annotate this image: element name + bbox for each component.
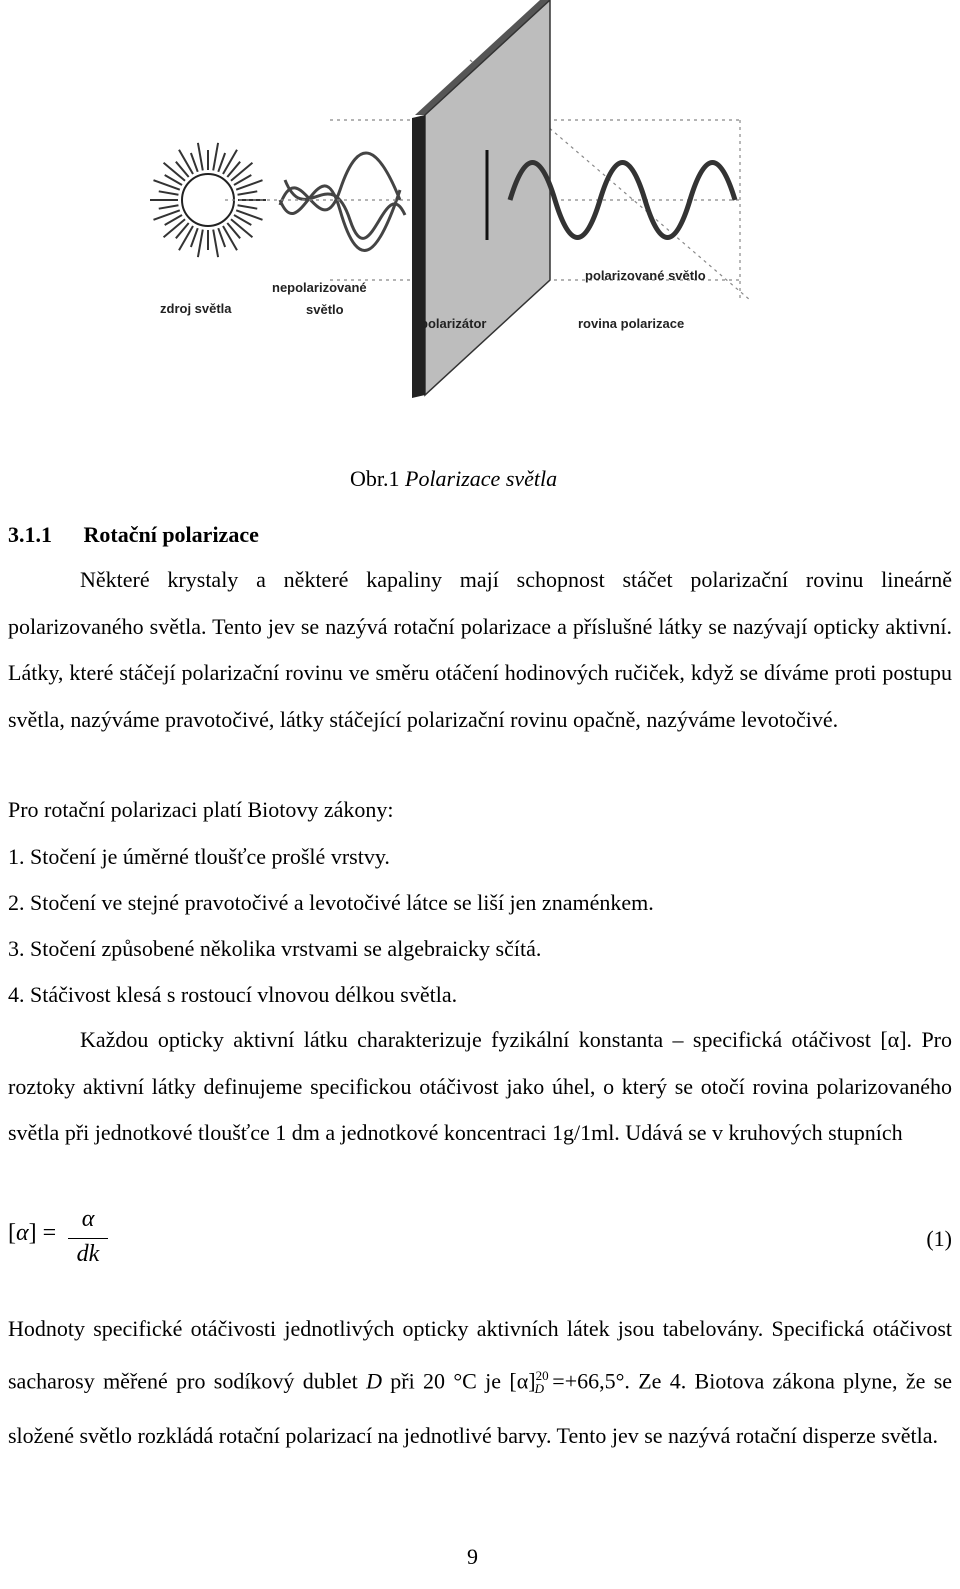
sun-ray: [159, 205, 179, 208]
caption-title: Polarizace světla: [405, 466, 558, 491]
formula-numerator: α: [81, 1206, 95, 1232]
formula-1: [8, 1206, 952, 1276]
label-polarizer: polarizátor: [420, 316, 487, 331]
sun-ray: [191, 153, 198, 172]
formula-denominator: dk: [76, 1241, 100, 1267]
sun-ray: [238, 191, 258, 194]
sun-ray: [159, 191, 179, 194]
label-polarized: polarizované světlo: [585, 268, 706, 283]
label-unpolarized-2: světlo: [306, 302, 344, 317]
sun-ray: [231, 163, 252, 181]
sun-ray: [198, 230, 203, 258]
section-title: Rotační polarizace: [83, 522, 259, 547]
sun-ray: [218, 228, 225, 247]
unpolarized-waves: [280, 153, 405, 250]
sun-ray: [198, 143, 203, 171]
sun-ray: [164, 163, 185, 181]
biot-law-1: 1. Stočení je úměrné tloušťce prošlé vrstvy.: [8, 844, 390, 869]
equation-number: (1): [926, 1226, 952, 1251]
formula-fraction: [68, 1206, 108, 1268]
polarization-diagram: [130, 0, 770, 405]
biot-law-3: 3. Stočení způsobené několika vrstvami se algebraicky sčítá.: [8, 936, 542, 961]
figure-caption: [350, 466, 557, 492]
label-plane: rovina polarizace: [578, 316, 685, 331]
section-number: 3.1.1: [8, 522, 52, 547]
sun-ray: [213, 230, 218, 258]
polarizer-plate: [412, 0, 550, 398]
label-source: zdroj světla: [160, 301, 232, 316]
sun-ray: [213, 143, 218, 171]
biot-law-4: 4. Stáčivost klesá s rostoucí vlnovou délkou světla.: [8, 982, 458, 1007]
biot-law-2: 2. Stočení ve stejné pravotočivé a levotočivé látce se liší jen znaménkem.: [8, 890, 654, 915]
caption-prefix: Obr.1: [350, 466, 400, 491]
label-unpolarized-1: nepolarizované: [272, 280, 367, 295]
sun-ray: [218, 153, 225, 172]
sun-ray: [164, 219, 185, 237]
sun-ray: [238, 205, 258, 208]
paragraph-3: Hodnoty specifické otáčivosti jednotlivých opticky aktivních látek jsou tabelovány. Specifická otáčivost sacharosy měřené pro sodíkový dublet D při 20 °C je $[\alpha]^{20}_D =+66,5^\circ$. Ze 4. Biotova zákona plyne, že se složené světlo rozkládá rotační polarizací na jednotlivé barvy. Tento jev se nazývá rotační disperze světla.: [8, 1316, 953, 1448]
paragraph-2: Každou opticky aktivní látku charakterizuje fyzikální konstanta – specifická otáčivost [α]. Pro roztoky aktivní látky definujeme specifickou otáčivost jako úhel, o který se otočí rovina polarizovaného světla při jednotkové tloušťce 1 dm a jednotkové koncentraci 1g/1ml. Udává se v kruhových stupních: [8, 1027, 952, 1145]
sun-ray: [191, 228, 198, 247]
sun-ray: [231, 219, 252, 237]
page-number: 9: [467, 1544, 478, 1569]
formula-lhs: [α] =: [8, 1220, 57, 1246]
polarization-figure: [130, 0, 770, 405]
paragraph-1: Některé krystaly a některé kapaliny mají schopnost stáčet polarizační rovinu lineárně polarizovaného světla. Tento jev se nazývá rotační polarizace a příslušné látky se nazývají opticky aktivní. Látky, které stáčejí polarizační rovinu ve směru otáčení hodinových ručiček, když se díváme proti postupu světla, nazýváme pravotočivé, látky stáčející polarizační rovinu opačně, nazýváme levotočivé.: [8, 567, 952, 732]
section-heading: [8, 522, 259, 548]
biot-intro: Pro rotační polarizaci platí Biotovy zákony:: [8, 797, 394, 822]
